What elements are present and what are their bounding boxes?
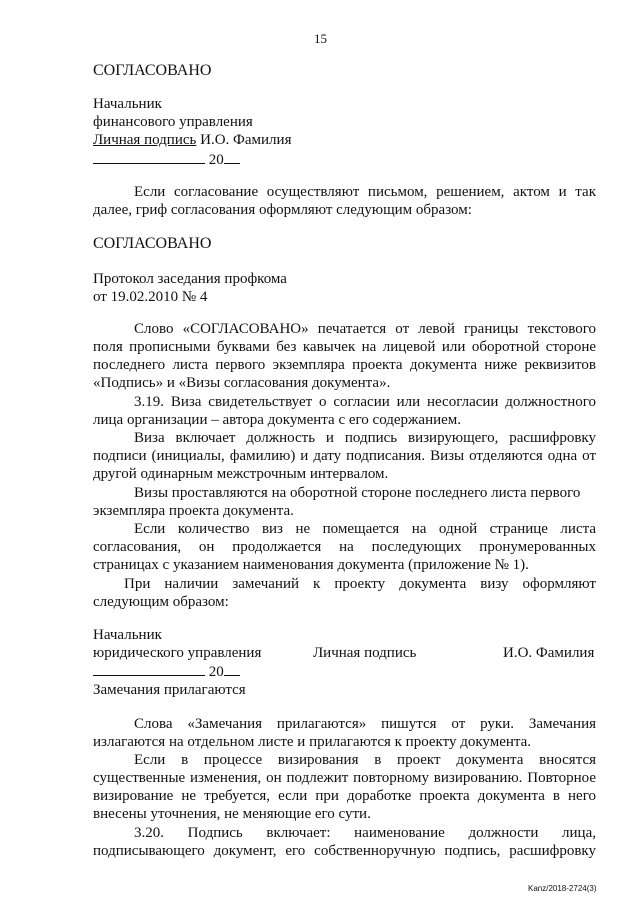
visa-position-line-2: юридического управления <box>93 645 262 661</box>
year-blank <box>224 662 240 676</box>
paragraph-line: следующим образом: <box>93 594 229 610</box>
date-blank <box>93 150 205 164</box>
approver-position-line-2: финансового управления <box>93 114 253 130</box>
visa-signature: Личная подпись <box>313 645 417 661</box>
visa-position-line-1: Начальник <box>93 627 162 643</box>
date-year: 20 <box>205 152 224 168</box>
paragraph-line: существенные изменения, он подлежит повторному визированию. Повторное <box>93 770 596 786</box>
protocol-line-2: от 19.02.2010 № 4 <box>93 289 208 305</box>
paragraph-line: подписывающего документ, его собственноручную подпись, расшифровку <box>93 843 596 859</box>
paragraph-line: «Подпись» и «Визы согласования документа». <box>93 375 391 391</box>
paragraph-line: Слова «Замечания прилагаются» пишутся от руки. Замечания <box>134 716 596 732</box>
paragraph-line: последнего листа первого экземпляра проекта документа ниже реквизитов <box>93 357 596 373</box>
paragraph-line: экземпляра проекта документа. <box>93 503 294 519</box>
paragraph-line: Если в процессе визирования в проект документа вносятся <box>134 752 596 768</box>
paragraph-line: другой одинарным межстрочным интервалом. <box>93 466 389 482</box>
signer-name: И.О. Фамилия <box>196 132 292 148</box>
visa-date-line <box>93 662 240 681</box>
visa-name: И.О. Фамилия <box>503 645 595 661</box>
paragraph-line: далее, гриф согласования оформляют следующим образом: <box>93 202 472 218</box>
paragraph-line: 3.19. Виза свидетельствует о согласии или несогласии должностного <box>134 394 596 410</box>
date-year: 20 <box>205 664 224 680</box>
page-number: 15 <box>314 31 327 46</box>
protocol-line-1: Протокол заседания профкома <box>93 271 287 287</box>
approver-date-line <box>93 150 240 169</box>
approver-position-line-1: Начальник <box>93 96 162 112</box>
paragraph-line: Если количество виз не помещается на одной странице листа <box>134 521 596 537</box>
paragraph-line: согласования, он продолжается на последующих пронумерованных <box>93 539 596 555</box>
paragraph-line: визирование не требуется, если при доработке проекта документа в него <box>93 788 596 804</box>
paragraph-line: подписи (инициалы, фамилию) и дату подписания. Визы отделяются одна от <box>93 448 596 464</box>
paragraph-line: Слово «СОГЛАСОВАНО» печатается от левой границы текстового <box>134 321 596 337</box>
paragraph-line: При наличии замечаний к проекту документа визу оформляют <box>124 576 596 592</box>
paragraph-line: поля прописными буквами без кавычек на лицевой или оборотной стороне <box>93 339 596 355</box>
document-code: Kanz/2018-2724(3) <box>528 884 597 893</box>
approved-stamp-heading-2: СОГЛАСОВАНО <box>93 235 212 252</box>
year-blank <box>224 150 240 164</box>
paragraph-line: Визы проставляются на оборотной стороне последнего листа первого <box>134 485 581 501</box>
paragraph-line: Виза включает должность и подпись визирующего, расшифровку <box>134 430 596 446</box>
date-blank <box>93 662 205 676</box>
paragraph-line: 3.20. Подпись включает: наименование должности лица, <box>134 825 596 841</box>
paragraph-line: внесены уточнения, не меняющие его сути. <box>93 806 371 822</box>
paragraph-line: лица организации – автора документа с его содержанием. <box>93 412 462 428</box>
approver-signature-line <box>93 131 291 149</box>
approved-stamp-heading: СОГЛАСОВАНО <box>93 62 212 79</box>
visa-remarks: Замечания прилагаются <box>93 682 246 698</box>
paragraph-line: излагаются на отдельном листе и прилагаются к проекту документа. <box>93 734 532 750</box>
paragraph-line: страницах с указанием наименования документа (приложение № 1). <box>93 557 529 573</box>
paragraph-line: Если согласование осуществляют письмом, решением, актом и так <box>134 184 596 200</box>
signature-label: Личная подпись <box>93 132 197 148</box>
